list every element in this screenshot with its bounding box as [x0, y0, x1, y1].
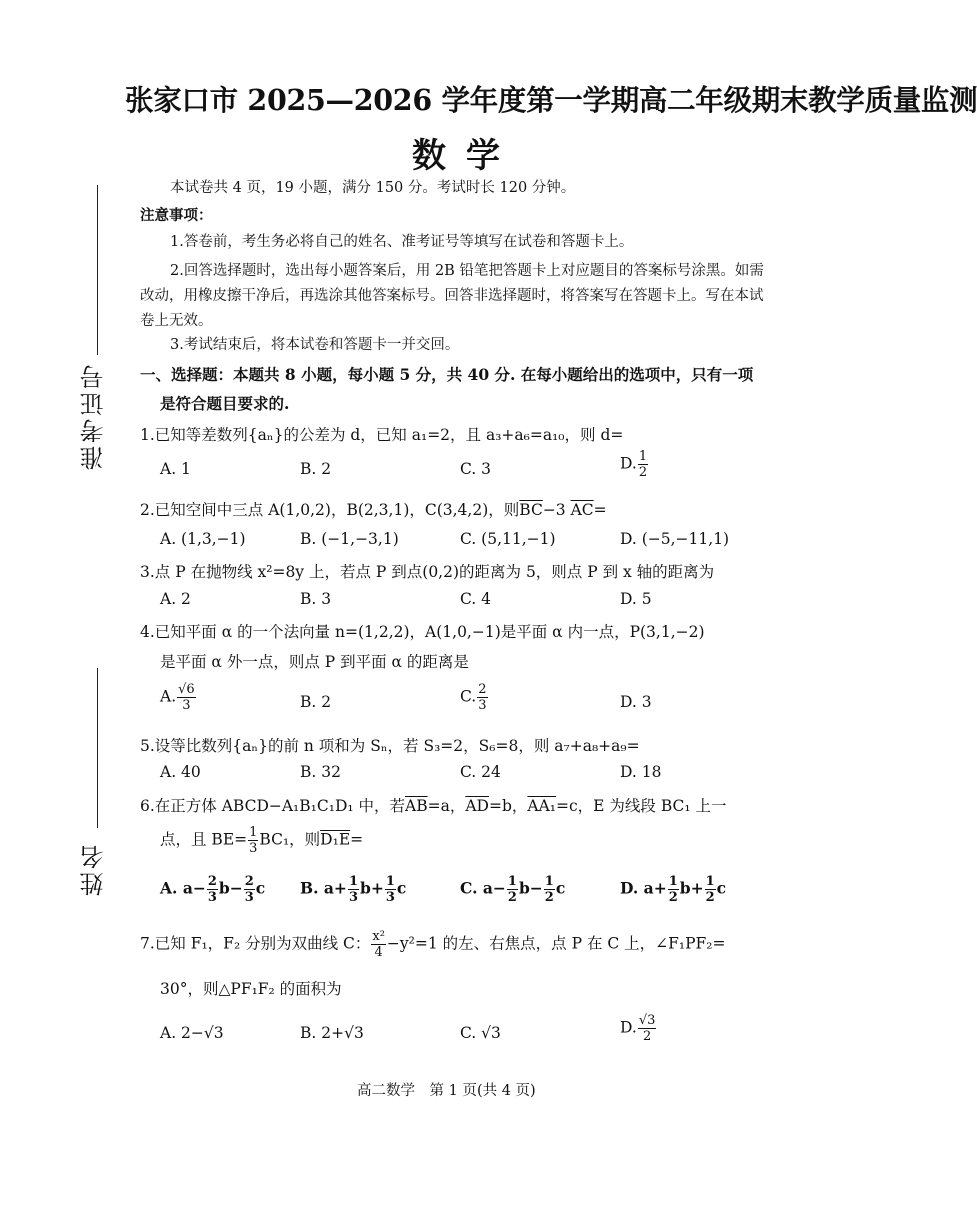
notice-2a: 2.回答选择题时，选出每小题答案后，用 2B 铅笔把答题卡上对应题目的答案标号涂黑。如需: [170, 263, 764, 279]
notice-title: 注意事项：: [140, 207, 213, 224]
section-heading: 一、选择题：本题共 8 小题，每小题 5 分，共 40 分. 在每小题给出的选项中，只有一项: [140, 365, 754, 384]
q5-option-a: A. 40: [160, 763, 201, 781]
notice-3: 3.考试结束后，将本试卷和答题卡一并交回。: [170, 337, 460, 353]
q6-option-b: B. a+ $\frac{1}{3}$ b+ $\frac{1}{3}$ c: [300, 874, 407, 905]
q2-option-d: D. (−5,−11,1): [620, 530, 730, 548]
notice-2b: 改动，用橡皮擦干净后，再选涂其他答案标号。回答非选择题时，将答案写在答题卡上。写在本试: [140, 288, 764, 304]
section-heading-cont: 是符合题目要求的.: [160, 394, 290, 413]
q6-option-d: D. a+ $\frac{1}{2}$ b+ $\frac{1}{2}$ c: [620, 874, 727, 905]
exam-id-line: [97, 185, 98, 355]
q5-option-b: B. 32: [300, 763, 341, 781]
q2-option-b: B. (−1,−3,1): [300, 530, 399, 548]
name-line: [97, 668, 98, 828]
q2-option-c: C. (5,11,−1): [460, 530, 556, 548]
exam-summary: 本试卷共 4 页，19 小题，满分 150 分。考试时长 120 分钟。: [170, 180, 576, 196]
q7-option-a: A. 2−√3: [160, 1024, 224, 1042]
q7-option-c: C. √3: [460, 1024, 501, 1042]
q1-option-c: C. 3: [460, 460, 492, 478]
q3-option-c: C. 4: [460, 590, 492, 608]
exam-title: 张家口市 2025—2026 学年度第一学期高二年级期末教学质量监测: [125, 83, 977, 117]
q5-option-c: C. 24: [460, 763, 501, 781]
q7-option-d: D. $\frac{√3}{2}$: [620, 1013, 656, 1044]
q7-option-b: B. 2+√3: [300, 1024, 364, 1042]
q4-option-a: A. $\frac{√6}{3}$: [160, 682, 195, 713]
q1-option-b: B. 2: [300, 460, 332, 478]
q6-option-c: C. a− $\frac{1}{2}$ b− $\frac{1}{2}$ c: [460, 874, 566, 905]
q3-stem: 3.点 P 在抛物线 x²=8y 上，若点 P 到点(0,2)的距离为 5，则点 P 到 x 轴的距离为: [140, 563, 715, 581]
q4-option-c: C. $\frac{2}{3}$: [460, 682, 487, 713]
q5-stem: 5.设等比数列{aₙ}的前 n 项和为 Sₙ，若 S₃=2，S₆=8，则 a₇+a₈+a₉=: [140, 737, 640, 755]
notice-1: 1.答卷前，考生务必将自己的姓名、准考证号等填写在试卷和答题卡上。: [170, 234, 634, 250]
q4-stem-cont: 是平面 α 外一点，则点 P 到平面 α 的距离是: [160, 653, 469, 671]
subject-title: 数学: [412, 136, 520, 176]
name-label: 姓名: [80, 842, 108, 896]
q2-stem: 2.已知空间中三点 A(1,0,2)，B(2,3,1)，C(3,4,2)，则$\overline{BC}-3$ $\overline{AC}=$: [140, 501, 607, 519]
q6-stem-cont: 点，且 BE= $\frac{1}{3}$ BC₁，则D₁E=: [160, 825, 364, 856]
q4-stem: 4.已知平面 α 的一个法向量 n=(1,2,2)，A(1,0,−1)是平面 α 内一点，P(3,1,−2): [140, 623, 705, 641]
q7-stem: 7.已知 F₁，F₂ 分别为双曲线 C： $\frac{\text{x²}}{4}$ −y²=1 的左、右焦点，点 P 在 C 上，∠F₁PF₂=: [140, 929, 726, 960]
q4-option-d: D. 3: [620, 693, 652, 711]
q3-option-d: D. 5: [620, 590, 652, 608]
q5-option-d: D. 18: [620, 763, 662, 781]
q7-stem-cont: 30°，则△PF₁F₂ 的面积为: [160, 980, 342, 998]
q1-option-a: A. 1: [160, 460, 191, 478]
page-footer: 高二数学 第 1 页(共 4 页): [357, 1083, 536, 1099]
q1-stem: 1.已知等差数列{aₙ}的公差为 d，已知 a₁=2，且 a₃+a₆=a₁₀，则 d=: [140, 426, 624, 444]
notice-2c: 卷上无效。: [140, 313, 213, 329]
q6-option-a: A. a− $\frac{2}{3}$ b− $\frac{2}{3}$ c: [160, 874, 266, 905]
q1-option-d: D. $\frac{1}{2}$: [620, 449, 648, 480]
q6-stem: 6.在正方体 ABCD−A₁B₁C₁D₁ 中，若$\overline{AB}=a$，$\overline{AD}=b$，AA₁=c，E 为线段 BC₁ 上一: [140, 797, 727, 815]
q3-option-a: A. 2: [160, 590, 191, 608]
exam-id-label: 准考证号: [80, 362, 108, 470]
q4-option-b: B. 2: [300, 693, 332, 711]
q3-option-b: B. 3: [300, 590, 332, 608]
q2-option-a: A. (1,3,−1): [160, 530, 246, 548]
